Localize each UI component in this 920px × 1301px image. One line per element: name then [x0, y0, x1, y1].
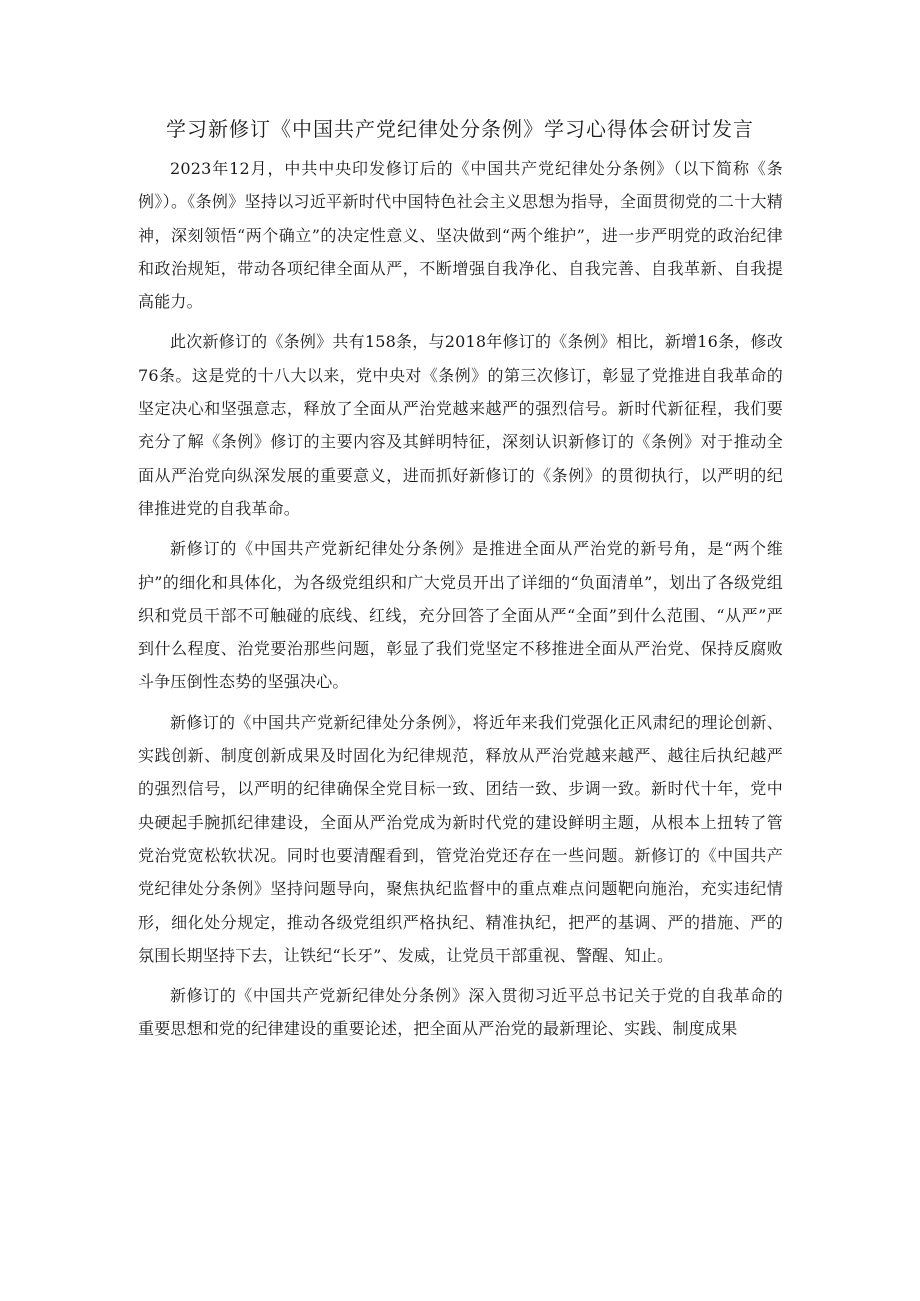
- paragraph-3: 新修订的《中国共产党新纪律处分条例》是推进全面从严治党的新号角，是“两个维护”的细化和具体化，为各级党组织和广大党员开出了详细的“负面清单”，划出了各级党组织和党员干部不可触碰的底线、红线，充分回答了全面从严“全面”到什么范围、“从严”严到什么程度、治党要治那些问题，彰显了我们党坚定不移推进全面从严治党、保持反腐败斗争压倒性态势的坚强决心。: [138, 539, 783, 692]
- document-body: [138, 152, 783, 1053]
- paragraph-2: 此次新修订的《条例》共有158条，与2018年修订的《条例》相比，新增16条，修改76条。这是党的十八大以来，党中央对《条例》的第三次修订，彰显了党推进自我革命的坚定决心和坚强意志，释放了全面从严治党越来越严的强烈信号。新时代新征程，我们要充分了解《条例》修订的主要内容及其鲜明特征，深刻认识新修订的《条例》对于推动全面从严治党向纵深发展的重要意义，进而抓好新修订的《条例》的贯彻执行，以严明的纪律推进党的自我革命。: [138, 332, 783, 518]
- paragraph-5: 新修订的《中国共产党新纪律处分条例》深入贯彻习近平总书记关于党的自我革命的重要思想和党的纪律建设的重要论述，把全面从严治党的最新理论、实践、制度成果: [138, 986, 783, 1039]
- document-title: 学习新修订《中国共产党纪律处分条例》学习心得体会研讨发言: [166, 117, 754, 141]
- paragraph-4: 新修订的《中国共产党新纪律处分条例》，将近年来我们党强化正风肃纪的理论创新、实践创新、制度创新成果及时固化为纪律规范，释放从严治党越来越严、越往后执纪越严的强烈信号，以严明的纪律确保全党目标一致、团结一致、步调一致。新时代十年，党中央硬起手腕抓纪律建设，全面从严治党成为新时代党的建设鲜明主题，从根本上扭转了管党治党宽松软状况。同时也要清醒看到，管党治党还存在一些问题。新修订的《中国共产党纪律处分条例》坚持问题导向，聚焦执纪监督中的重点难点问题靶向施治，充实违纪情形，细化处分规定，推动各级党组织严格执纪、精准执纪，把严的基调、严的措施、严的氛围长期坚持下去，让铁纪“长牙”、发威，让党员干部重视、警醒、知止。: [138, 712, 783, 965]
- paragraph-1: 2023年12月，中共中央印发修订后的《中国共产党纪律处分条例》（以下简称《条例》）。《条例》坚持以习近平新时代中国特色社会主义思想为指导，全面贯彻党的二十大精神，深刻领悟“两个确立”的决定性意义、坚决做到“两个维护”，进一步严明党的政治纪律和政治规矩，带动各项纪律全面从严，不断增强自我净化、自我完善、自我革新、自我提高能力。: [138, 159, 783, 312]
